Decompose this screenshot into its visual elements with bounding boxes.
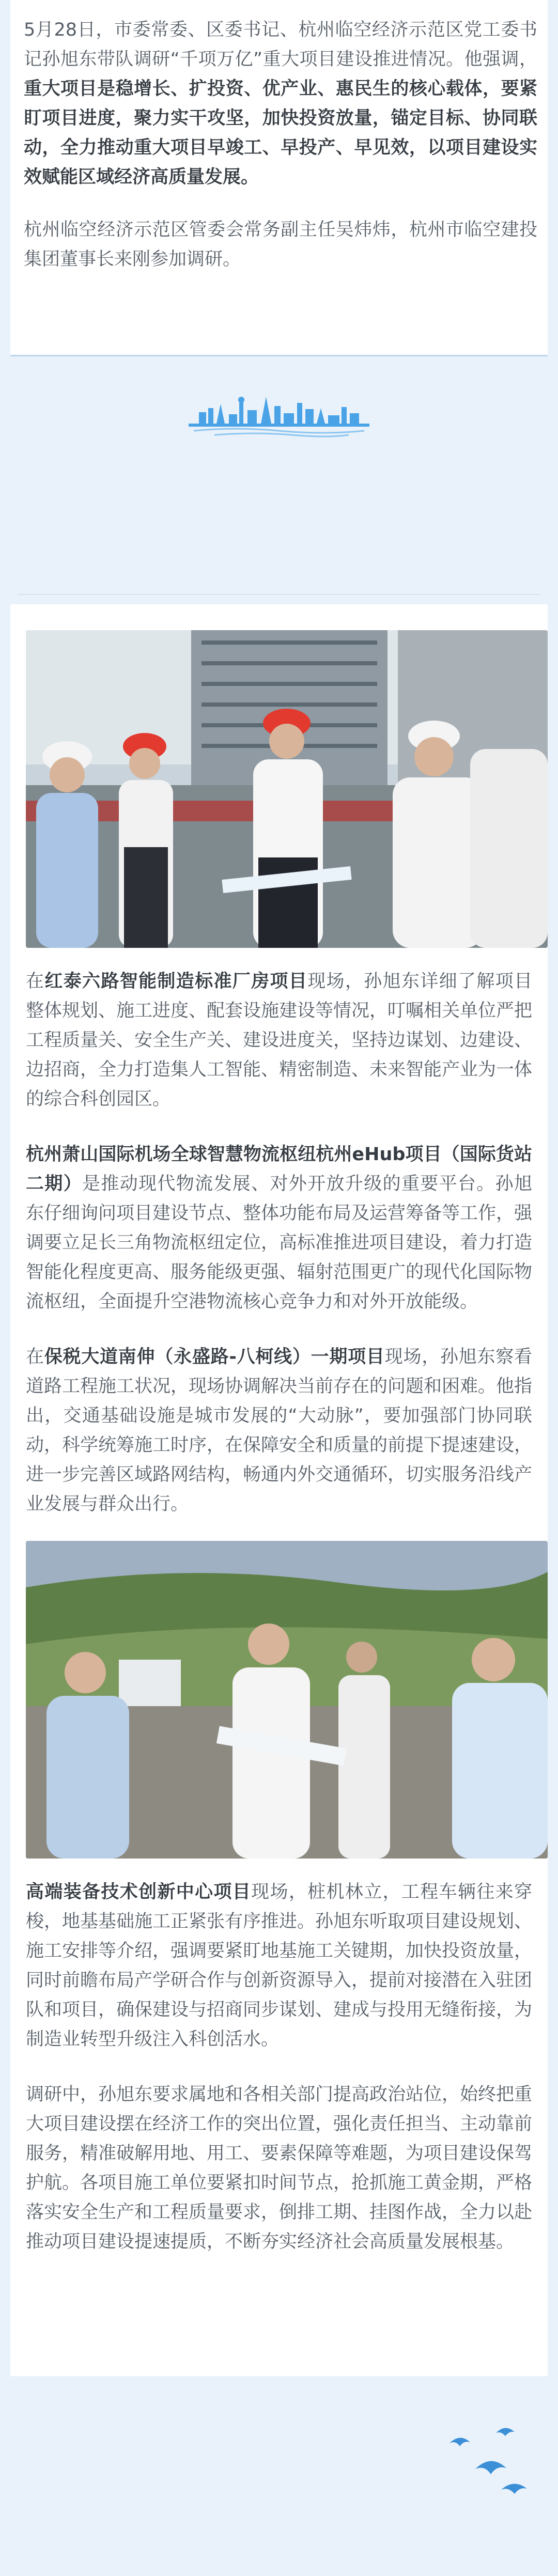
intro-card [10, 0, 548, 356]
section-3-text: 现场，孙旭东察看道路工程施工状况，现场协调解决当前存在的问题和困难。他指出，交通基础设施是城市发展的“大动脉”，要加强部门协同联动，科学统筹施工时序，在保障安全和质量的前提下提速建设，进一步完善区域路网结构，畅通内外交通循环，切实服务沿线产业发展与群众出行。 [26, 1347, 533, 1515]
section-1-project-name: 红泰六路智能制造标准厂房项目 [44, 971, 308, 992]
intro-paragraph-2: 杭州临空经济示范区管委会常务副主任吴炜炜，杭州市临空建投集团董事长来刚参加调研。 [24, 220, 537, 270]
section-2-project-name: 杭州萧山国际机场全球智慧物流枢纽杭州eHub项目（国际货站二期） [26, 1144, 532, 1194]
section-1-paragraph [26, 967, 532, 1114]
section-3-pre: 在 [26, 1347, 44, 1367]
intro-bold-text: 重大项目是稳增长、扩投资、优产业、惠民生的核心载体，要紧盯项目进度，聚力实干攻坚，加快投资放量，锚定目标、协同联动，全力推动重大项目早竣工、早投产、早见效，以项目建设实效赋能区域经济高质量发展。 [24, 79, 537, 188]
section-1-pre: 在 [26, 971, 45, 992]
section-3-paragraph [26, 1342, 532, 1519]
article-card [10, 604, 548, 2376]
inspection-photo-1 [26, 630, 548, 948]
section-1-text: 现场，孙旭东详细了解项目整体规划、施工进度、配套设施建设等情况，叮嘱相关单位严把工程质量关、安全生产关、建设进度关，坚持边谋划、边建设、边招商，全力打造集人工智能、精密制造、未来智能产业为一体的综合科创园区。 [26, 971, 533, 1110]
intro-text: 5月28日，市委常委、区委书记、杭州临空经济示范区党工委书记孙旭东带队调研“千项万亿”重大项目建设推进情况。他强调， [24, 20, 537, 70]
section-2-paragraph [26, 1140, 532, 1317]
section-5-paragraph: 调研中，孙旭东要求属地和各相关部门提高政治站位，始终把重大项目建设摆在经济工作的突出位置，强化责任担当、主动靠前服务，精准破解用地、用工、要素保障等难题，为项目建设保驾护航。各项目施工单位要紧扣时间节点，抢抓施工黄金期，严格落实安全生产和工程质量要求，倒排工期、挂图作战，全力以赴推动项目建设提速提质，不断夯实经济社会高质量发展根基。 [26, 2084, 533, 2252]
section-4-paragraph [26, 1878, 532, 2054]
section-3-project-name: 保税大道南伸（永盛路-八柯线）一期项目 [44, 1347, 385, 1367]
section-4-project-name: 高端装备技术创新中心项目 [26, 1882, 252, 1902]
intro-paragraph-1 [24, 15, 537, 192]
inspection-photo-2 [26, 1541, 548, 1859]
section-4-text: 现场，桩机林立，工程车辆往来穿梭，地基基础施工正紧张有序推进。孙旭东听取项目建设规划、施工安排等介绍，强调要紧盯地基施工关键期，加快投资放量，同时前瞻布局产学研合作与创新资源导入，提前对接潜在入驻团队和项目，确保建设与招商同步谋划、建成与投用无缝衔接，为制造业转型升级注入科创活水。 [26, 1882, 533, 2050]
birds-icon [439, 2423, 542, 2510]
section-2-text: 是推动现代物流发展、对外开放升级的重要平台。孙旭东仔细询问项目建设节点、整体功能布局及运营筹备等工作，强调要立足长三角物流枢纽定位，高标准推进项目建设，着力打造智能化程度更高、服务能级更强、辐射范围更广的现代化国际物流枢纽，全面提升空港物流核心竞争力和对外开放能级。 [26, 1174, 533, 1312]
city-skyline-icon [183, 393, 375, 439]
section-divider [18, 594, 540, 595]
